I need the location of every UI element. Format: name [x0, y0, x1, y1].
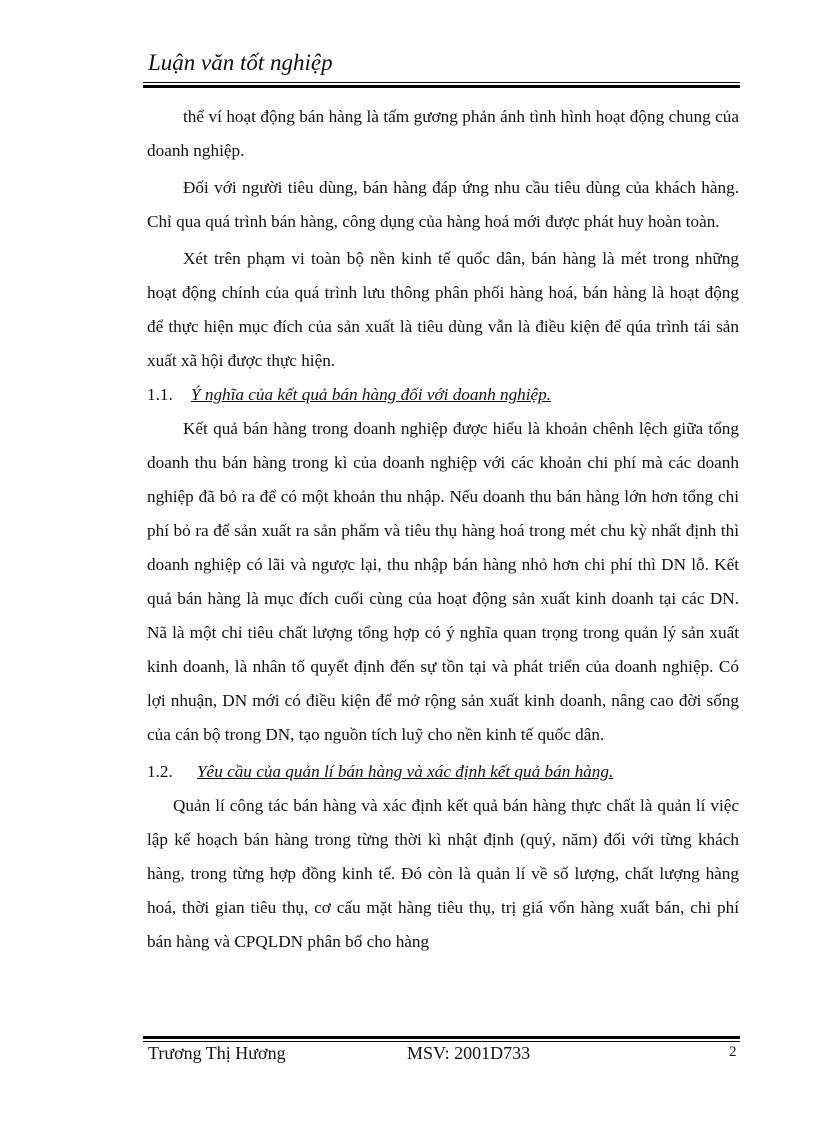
header-rule-thin	[143, 82, 740, 83]
section-number: 1.1.	[147, 385, 173, 404]
page-body	[147, 100, 739, 959]
paragraph: Đối với người tiêu dùng, bán hàng đáp ứng nhu cầu tiêu dùng của khách hàng. Chỉ qua quá trình bán hàng, công dụng của hàng hoá mới được phát huy hoàn toàn.	[147, 178, 739, 231]
section-title: Yêu cầu của quản lí bán hàng và xác định kết quả bán hàng.	[197, 762, 614, 781]
paragraph: Xét trên phạm vi toàn bộ nền kinh tế quốc dân, bán hàng là mét trong những hoạt động chính của quá trình lưu thông phân phối hàng hoá, bán hàng là hoạt động để thực hiện mục đích của sản xuất là tiêu dùng vẫn là điều kiện để qúa trình tái sản xuất xã hội được thực hiện.	[147, 249, 739, 370]
footer-student-id: MSV: 2001D733	[407, 1043, 531, 1063]
section-heading-1-1	[147, 378, 739, 412]
footer-author: Trương Thị Hương	[148, 1043, 286, 1063]
paragraph: thể ví hoạt động bán hàng là tấm gương phản ánh tình hình hoạt động chung của doanh nghiệp.	[147, 107, 739, 160]
footer-rule-thin	[143, 1041, 740, 1042]
header-title: Luận văn tốt nghiệp	[148, 50, 333, 75]
section-heading-1-2	[147, 755, 739, 789]
paragraph: Quản lí công tác bán hàng và xác định kết quả bán hàng thực chất là quản lí việc lập kế hoạch bán hàng trong từng thời kì nhật định (quý, năm) đối với từng khách hàng, trong từng hợp đồng kinh tế. Đó còn là quản lí về số lượng, chất lượng hàng hoá, thời gian tiêu thụ, cơ cấu mặt hàng tiêu thụ, trị giá vốn hàng xuất bán, chi phí bán hàng và CPQLDN phân bổ cho hàng	[147, 796, 739, 951]
page-number: 2	[729, 1044, 737, 1060]
header-rule-thick	[143, 85, 740, 88]
footer-rule-thick	[143, 1036, 740, 1039]
section-number: 1.2.	[147, 762, 173, 781]
paragraph: Kết quả bán hàng trong doanh nghiệp được hiểu là khoản chênh lệch giữa tổng doanh thu bán hàng trong kì của doanh nghiệp với các khoản chi phí mà các doanh nghiệp đã bỏ ra để có một khoản thu nhập. Nếu doanh thu bán hàng lớn hơn tổng chi phí bỏ ra để sản xuất ra sản phẩm và tiêu thụ hàng hoá trong mét chu kỳ nhất định thì doanh nghiệp có lãi và ngược lại, thu nhập bán hàng nhỏ hơn chi phí thì DN lỗ. Kết quả bán hàng là mục đích cuối cùng của hoạt động sản xuất kinh doanh tại các DN. Nã là một chỉ tiêu chất lượng tổng hợp có ý nghĩa quan trọng trong quản lý sản xuất kinh doanh, là nhân tố quyết định đến sự tồn tại và phát triển của doanh nghiệp. Có lợi nhuận, DN mới có điều kiện để mở rộng sản xuất kinh doanh, nâng cao đời sống của cán bộ trong DN, tạo nguồn tích luỹ cho nền kinh tế quốc dân.	[147, 419, 739, 744]
section-title: Ý nghĩa của kết quả bán hàng đối với doanh nghiệp.	[191, 385, 552, 404]
